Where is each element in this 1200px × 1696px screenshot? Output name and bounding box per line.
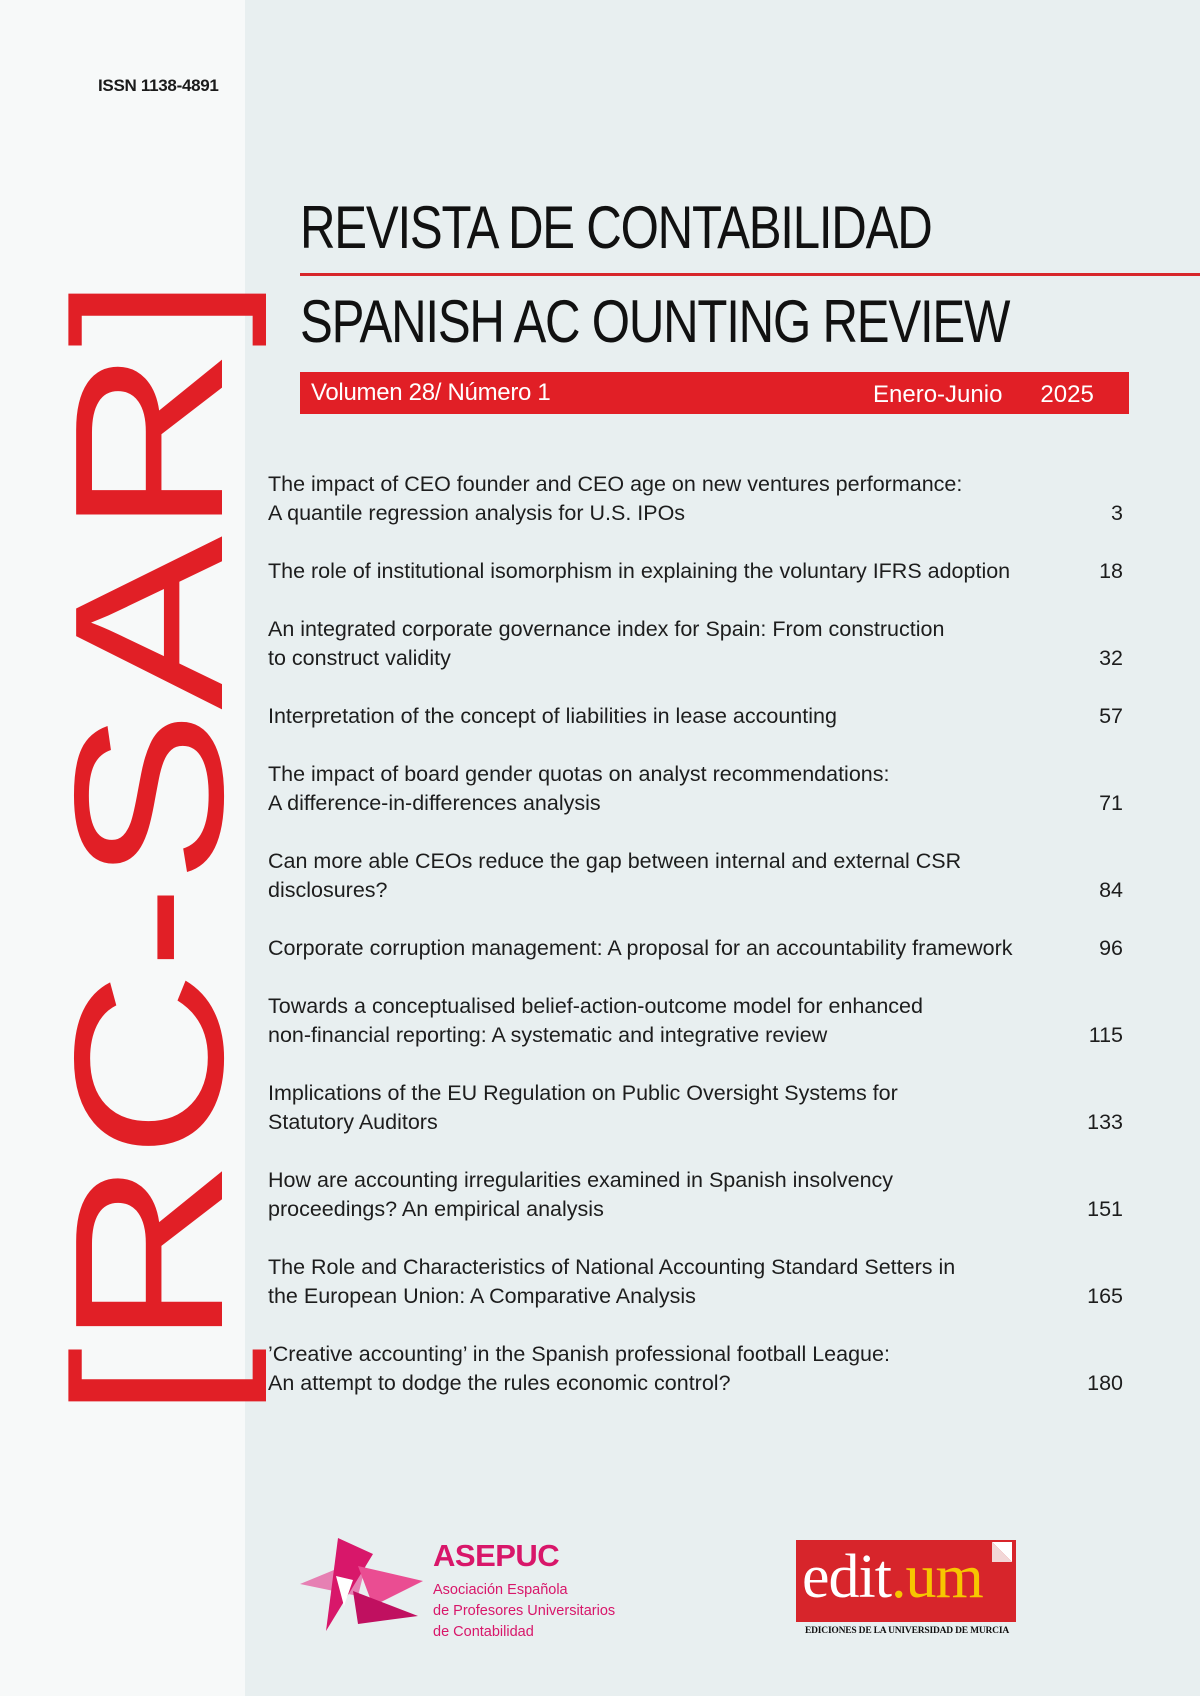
toc-entry-page: 84: [1099, 878, 1123, 902]
toc-entry-title: [268, 1166, 1088, 1224]
toc-entry-title: [268, 760, 1088, 818]
asepuc-subtitle-line: Asociación Española: [433, 1582, 568, 1598]
toc-entry-page: 133: [1087, 1110, 1123, 1134]
toc-entry-title: [268, 702, 1088, 731]
asepuc-emblem-icon: [298, 1536, 433, 1631]
toc-entry-title-line: The impact of board gender quotas on analyst recommendations:: [268, 762, 890, 786]
toc-entry-title-line: Corporate corruption management: A proposal for an accountability framework: [268, 936, 1013, 960]
toc-entry: [268, 470, 1123, 528]
issue-year: 2025: [1040, 381, 1094, 408]
issue-period: Enero-Junio: [873, 381, 1003, 408]
toc-entry: [268, 934, 1123, 963]
toc-entry: [268, 1166, 1123, 1224]
toc-entry-title-line: ’Creative accounting’ in the Spanish professional football League:: [268, 1342, 890, 1366]
toc-entry-title-line: How are accounting irregularities examined in Spanish insolvency: [268, 1168, 894, 1192]
toc-entry-title: [268, 1340, 1088, 1398]
toc-entry-page: 32: [1099, 646, 1123, 670]
toc-entry-title: [268, 470, 1088, 528]
toc-entry-title-line: A quantile regression analysis for U.S. IPOs: [268, 501, 686, 525]
toc-entry-title: [268, 1253, 1088, 1311]
toc-entry-title: [268, 615, 1088, 673]
toc-entry: [268, 557, 1123, 586]
toc-entry-title-line: The role of institutional isomorphism in explaining the voluntary IFRS adoption: [268, 559, 1011, 583]
toc-entry-page: 71: [1099, 791, 1123, 815]
toc-entry-page: 165: [1087, 1284, 1123, 1308]
page-corner-icon: [992, 1542, 1014, 1564]
journal-title-es: REVISTA DE CONTABILIDAD: [300, 194, 932, 261]
toc-entry-title-line: Interpretation of the concept of liabilities in lease accounting: [268, 704, 837, 728]
asepuc-logo: [298, 1536, 628, 1646]
toc-entry-title: [268, 1079, 1088, 1137]
toc-entry: [268, 760, 1123, 818]
journal-logo-text: [RC-SAR]: [30, 489, 267, 1420]
toc-entry-title-line: Statutory Auditors: [268, 1110, 438, 1134]
issue-date: [873, 381, 1094, 409]
title-divider: [300, 273, 1200, 276]
toc-entry-title-line: An attempt to dodge the rules economic control?: [268, 1371, 731, 1395]
editum-subtitle: EDICIONES DE LA UNIVERSIDAD DE MURCIA: [804, 1626, 1009, 1636]
asepuc-subtitle-line: de Profesores Universitarios: [433, 1603, 616, 1619]
journal-logo-vertical: [30, 270, 267, 1420]
toc-entry-page: 180: [1087, 1371, 1123, 1395]
editum-logo: [796, 1540, 1020, 1640]
toc-entry-page: 57: [1099, 704, 1123, 728]
toc-entry-title-line: Towards a conceptualised belief-action-outcome model for enhanced: [268, 994, 923, 1018]
toc-entry: [268, 992, 1123, 1050]
toc-entry-title-line: the European Union: A Comparative Analysis: [268, 1284, 696, 1308]
toc-entry-page: 18: [1099, 559, 1123, 583]
editum-wordmark: [802, 1542, 983, 1613]
asepuc-subtitle-line: de Contabilidad: [433, 1624, 534, 1640]
asepuc-subtitle: [433, 1580, 615, 1643]
toc-entry-page: 3: [1111, 501, 1123, 525]
toc-entry-title: [268, 557, 1088, 586]
issue-volume: Volumen 28/ Número 1: [311, 379, 551, 406]
toc-entry-page: 96: [1099, 936, 1123, 960]
table-of-contents: [268, 470, 1123, 1427]
issue-bar: [300, 372, 1129, 414]
issn-label: ISSN 1138-4891: [98, 76, 219, 95]
toc-entry: [268, 1253, 1123, 1311]
toc-entry-page: 151: [1087, 1197, 1123, 1221]
toc-entry: [268, 1079, 1123, 1137]
toc-entry: [268, 615, 1123, 673]
toc-entry-title: [268, 847, 1088, 905]
toc-entry-title-line: Can more able CEOs reduce the gap between internal and external CSR: [268, 849, 962, 873]
toc-entry-title-line: Implications of the EU Regulation on Public Oversight Systems for: [268, 1081, 898, 1105]
toc-entry-page: 115: [1088, 1023, 1123, 1047]
editum-word-accent: .um: [890, 1543, 983, 1611]
toc-entry-title-line: disclosures?: [268, 878, 388, 902]
toc-entry-title-line: An integrated corporate governance index for Spain: From construction: [268, 617, 945, 641]
toc-entry: [268, 702, 1123, 731]
toc-entry-title: [268, 992, 1088, 1050]
editum-word-main: edit: [802, 1543, 891, 1611]
toc-entry: [268, 1340, 1123, 1398]
toc-entry-title-line: The impact of CEO founder and CEO age on new ventures performance:: [268, 472, 963, 496]
toc-entry-title-line: The Role and Characteristics of National Accounting Standard Setters in: [268, 1255, 956, 1279]
toc-entry-title: [268, 934, 1088, 963]
asepuc-name: ASEPUC: [433, 1538, 560, 1573]
journal-title-en: SPANISH AC OUNTING REVIEW: [300, 288, 1010, 355]
editum-logo-box: [796, 1540, 1016, 1622]
toc-entry-title-line: proceedings? An empirical analysis: [268, 1197, 604, 1221]
toc-entry-title-line: A difference-in-differences analysis: [268, 791, 601, 815]
toc-entry-title-line: to construct validity: [268, 646, 451, 670]
toc-entry: [268, 847, 1123, 905]
toc-entry-title-line: non-financial reporting: A systematic and integrative review: [268, 1023, 828, 1047]
